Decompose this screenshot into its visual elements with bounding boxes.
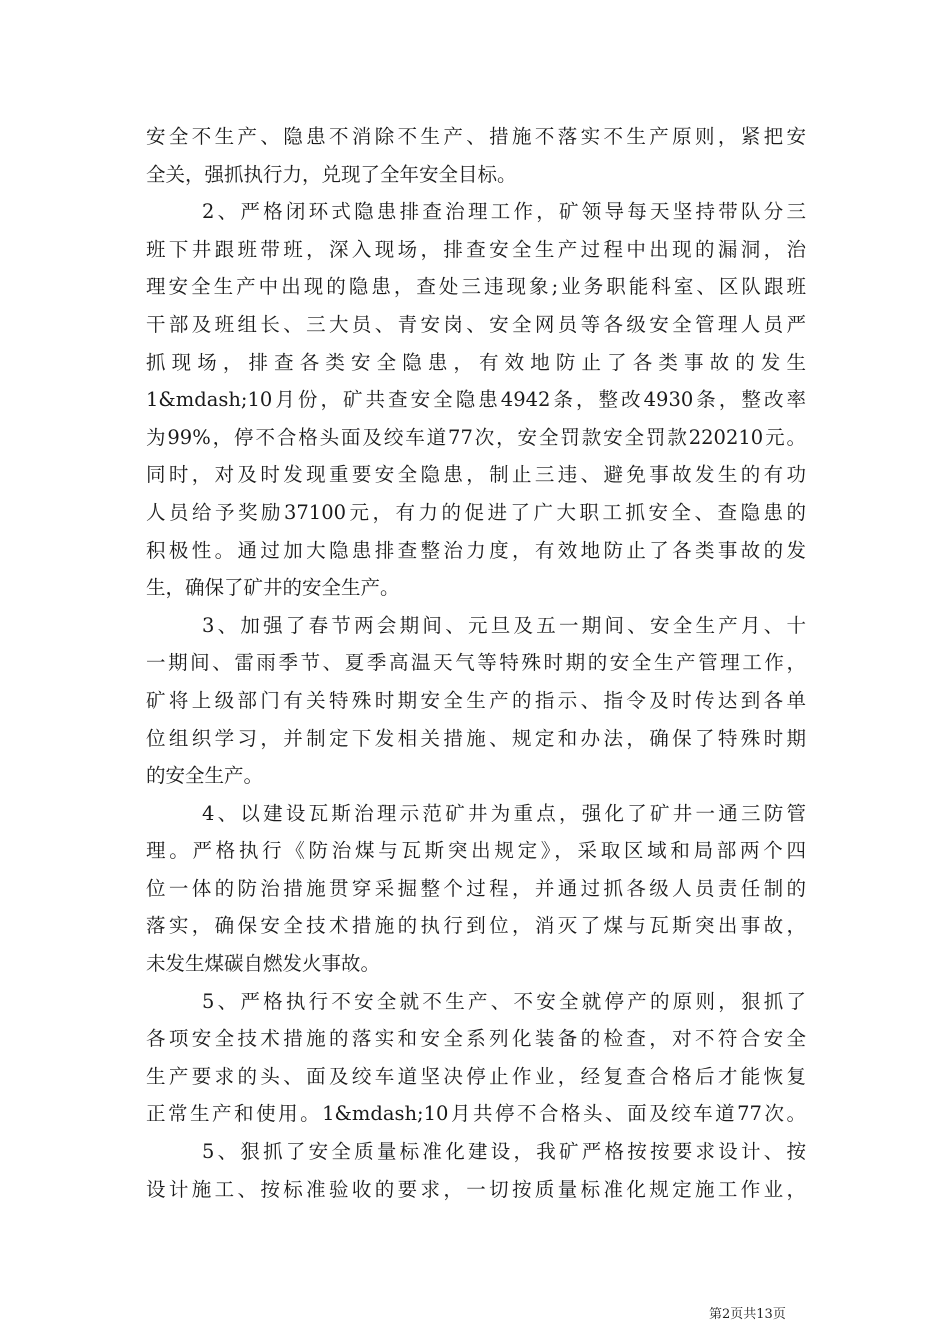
text-line: 为99%，停不合格头面及绞车道77次，安全罚款安全罚款220210元。 <box>146 425 806 449</box>
text-line: 设计施工、按标准验收的要求，一切按质量标准化规定施工作业， <box>146 1177 806 1201</box>
paragraph-start-line: 3、加强了春节两会期间、元旦及五一期间、安全生产月、十 <box>202 613 806 637</box>
text-line: 安全不生产、隐患不消除不生产、措施不落实不生产原则，紧把安 <box>146 125 806 148</box>
text-line: 一期间、雷雨季节、夏季高温天气等特殊时期的安全生产管理工作， <box>146 651 806 675</box>
text-line: 正常生产和使用。1&mdash;10月共停不合格头、面及绞车道77次。 <box>146 1102 806 1126</box>
text-line: 生，确保了矿井的安全生产。 <box>146 576 400 600</box>
text-line: 的安全生产。 <box>146 764 264 788</box>
text-line: 理。严格执行《防治煤与瓦斯突出规定》，采取区域和局部两个四 <box>146 839 806 863</box>
text-line: 落实，确保安全技术措施的执行到位，消灭了煤与瓦斯突出事故， <box>146 914 806 938</box>
text-line: 抓现场，排查各类安全隐患，有效地防止了各类事故的发生 <box>146 350 806 374</box>
paragraph-start-line: 4、以建设瓦斯治理示范矿井为重点，强化了矿井一通三防管 <box>202 801 806 825</box>
text-line: 各项安全技术措施的落实和安全系列化装备的检查，对不符合安全 <box>146 1027 806 1051</box>
text-line: 班下井跟班带班，深入现场，排查安全生产过程中出现的漏洞，治 <box>146 237 806 261</box>
text-line: 矿将上级部门有关特殊时期安全生产的指示、指令及时传达到各单 <box>146 688 806 712</box>
text-line: 位组织学习，并制定下发相关措施、规定和办法，确保了特殊时期 <box>146 726 806 750</box>
text-line: 生产要求的头、面及绞车道坚决停止作业，经复查合格后才能恢复 <box>146 1064 806 1088</box>
text-line: 全关，强抓执行力，兑现了全年安全目标。 <box>146 162 517 186</box>
page-indicator: 第2页共13页 <box>709 1307 786 1322</box>
text-line: 未发生煤碳自燃发火事故。 <box>146 952 381 976</box>
text-line: 人员给予奖励37100元，有力的促进了广大职工抓安全、查隐患的 <box>146 500 806 524</box>
text-line: 1&mdash;10月份，矿共查安全隐患4942条，整改4930条，整改率 <box>146 388 806 412</box>
text-line: 理安全生产中出现的隐患，查处三违现象;业务职能科室、区队跟班 <box>146 275 806 299</box>
text-line: 位一体的防治措施贯穿采掘整个过程，并通过抓各级人员责任制的 <box>146 876 806 900</box>
paragraph-start-line: 2、严格闭环式隐患排查治理工作，矿领导每天坚持带队分三 <box>202 200 806 224</box>
text-line: 积极性。通过加大隐患排查整治力度，有效地防止了各类事故的发 <box>146 538 806 562</box>
text-line: 干部及班组长、三大员、青安岗、安全网员等各级安全管理人员严 <box>146 312 806 336</box>
paragraph-start-line: 5、严格执行不安全就不生产、不安全就停产的原则，狠抓了 <box>202 989 806 1013</box>
body-text <box>146 118 806 1208</box>
text-line: 同时，对及时发现重要安全隐患，制止三违、避免事故发生的有功 <box>146 463 806 487</box>
paragraph-start-line: 5、狠抓了安全质量标准化建设，我矿严格按按要求设计、按 <box>202 1140 806 1164</box>
